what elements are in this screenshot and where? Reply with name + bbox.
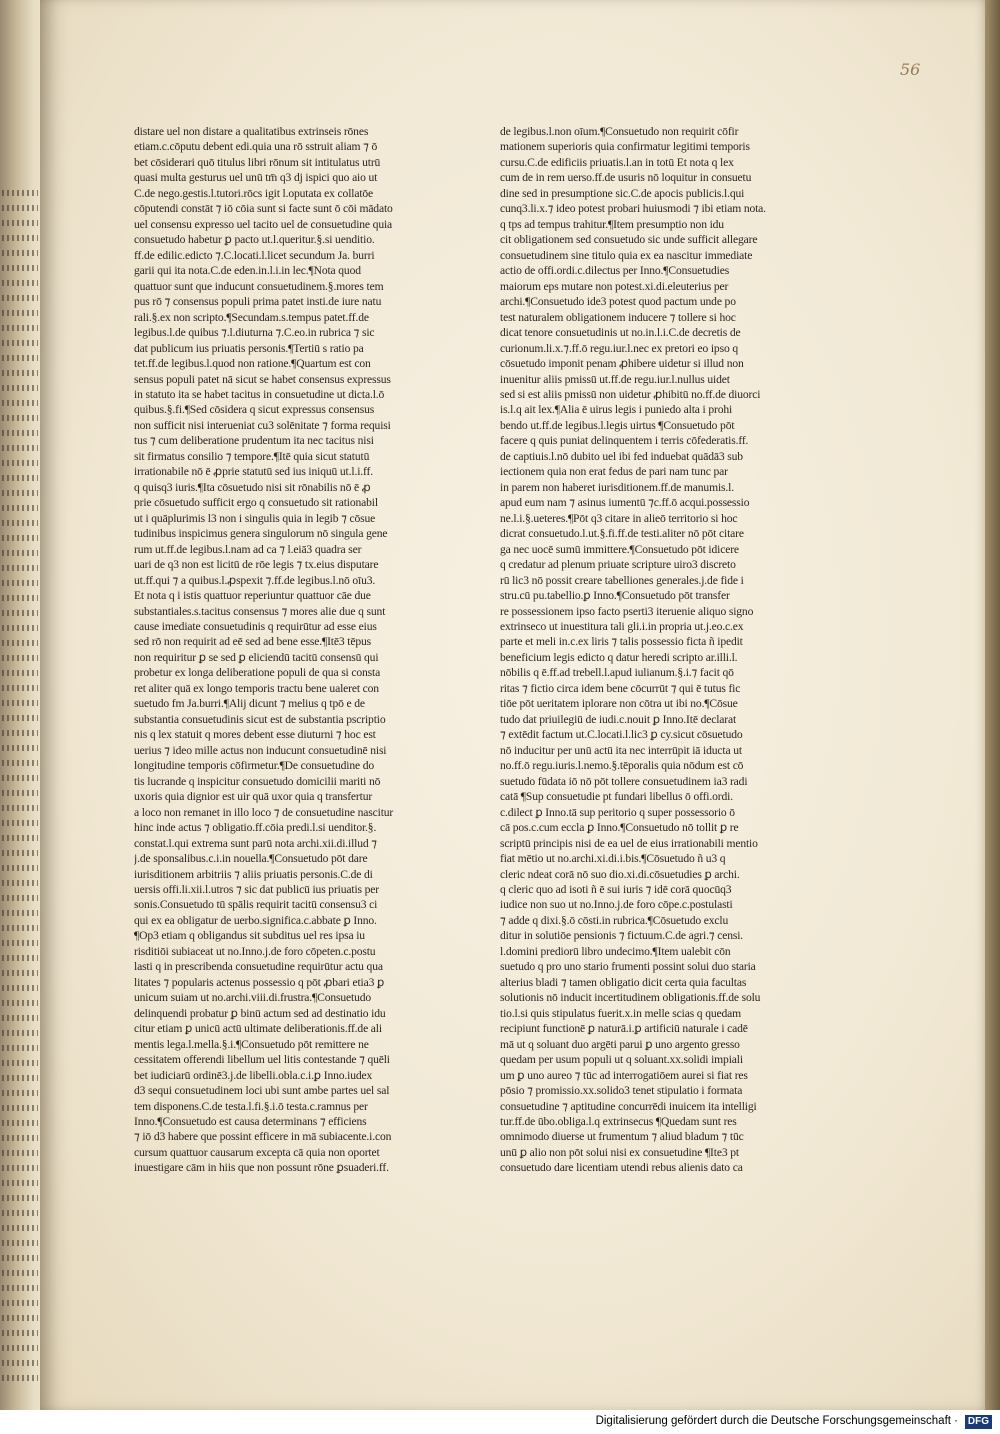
text-line: sonis.Consuetudo tū spālis requirit tacitū consensu3 ci: [134, 898, 378, 912]
book-page: [40, 0, 985, 1410]
text-line: parte et meli in.c.ex liris ⁊ talis possessio ficta ñ ipedit: [500, 635, 743, 649]
text-line: constat.l.qui extrema sunt parū nota archi.xii.di.illud ⁊: [134, 836, 377, 850]
bleed-through-mark: [2, 565, 38, 571]
bleed-through-mark: [2, 265, 38, 271]
text-line: cum de in rem uerso.ff.de usuris nō loquitur in consuetu: [500, 171, 752, 185]
bleed-through-mark: [2, 685, 38, 691]
text-line: ff.de edilic.edicto ⁊.C.locati.l.licet secundum Ja. burri: [134, 248, 375, 262]
text-line: iudice non suo ut no.Inno.j.de foro cōpe.c.postulasti: [500, 898, 733, 912]
text-line: quibus.§.fi.¶Sed cōsidera q sicut expressus consensus: [134, 403, 375, 417]
bleed-through-mark: [2, 1165, 38, 1171]
text-line: rali.§.ex non scripto.¶Secundam.s.tempus patet.ff.de: [134, 310, 369, 324]
bleed-through-mark: [2, 700, 38, 706]
text-line: sensus populi patet nā sicut se habet consensus expressus: [134, 372, 391, 386]
text-line: nis q lex statuit q mores debent esse diuturni ⁊ hoc est: [134, 728, 376, 742]
text-line: litates ⁊ popularis actenus possessio q pōt ꝓbari etia3 ꝑ: [134, 975, 385, 989]
bleed-through-mark: [2, 970, 38, 976]
text-line: de captiuis.l.nō dubito uel ibi fed induebat quādā3 sub: [500, 449, 743, 463]
text-line: q quisq3 iuris.¶Ita cōsuetudo nisi sit rōnabilis nō ē ꝓ: [134, 480, 371, 494]
bleed-through-mark: [2, 790, 38, 796]
bleed-through-mark: [2, 355, 38, 361]
bleed-through-mark: [2, 535, 38, 541]
bleed-through-mark: [2, 895, 38, 901]
text-line: consuetudinem sine titulo quia ex ea nascitur immediate: [500, 248, 753, 262]
text-line: q cleric quo ad isoti ñ ē sui iuris ⁊ idē corā quocūq3: [500, 882, 732, 896]
text-line: ⁊ extēdit factum ut.C.locati.l.lic3 ꝑ cy.sicut cōsuetudo: [500, 728, 743, 742]
bleed-through-mark: [2, 1195, 38, 1201]
text-line: non requiritur ꝑ se sed ꝑ eliciendū tacitū consensū qui: [134, 650, 379, 664]
text-line: tis lucrande q inspicitur consuetudo domicilii mariti nō: [134, 774, 381, 788]
text-line: dicrat consuetudo.l.ut.§.fi.ff.de testi.aliter nō pōt citare: [500, 527, 744, 541]
text-line: is.l.q ait lex.¶Alia ē uirus legis i puniedo alta i prohi: [500, 403, 733, 417]
text-line: dicat tenore consuetudinis ut no.in.l.i.C.de decretis de: [500, 326, 741, 340]
text-line: tur.ff.de ūbo.obliga.l.q extrinsecus ¶Quedam sunt res: [500, 1115, 737, 1128]
text-line: cursu.C.de edificiis priuatis.l.an in totū Et nota q lex: [500, 155, 734, 169]
text-line: de legibus.l.non oīum.¶Consuetudo non requirit cōfir: [500, 125, 739, 138]
bleed-through-mark: [2, 910, 38, 916]
text-line: alterius bladi ⁊ tamen obligatio dicit certa quia facultas: [500, 975, 747, 989]
text-line: quedam per usum populi ut q soluant.xx.solidi impiali: [500, 1053, 743, 1067]
bleed-through-mark: [2, 295, 38, 301]
text-line: pōsio ⁊ promissio.xx.solido3 tenet stipulatio i formata: [500, 1084, 743, 1098]
text-line: prie cōsuetudo sufficit ergo q consuetudo sit rationabil: [134, 496, 378, 510]
bleed-through-mark: [2, 925, 38, 931]
folio-number: 56: [900, 60, 921, 79]
text-line: stru.cū pu.tabellio.ꝑ Inno.¶Consuetudo pōt transfer: [500, 589, 730, 603]
bleed-through-mark: [2, 250, 38, 256]
text-line: cā pos.c.cum eccla ꝑ Inno.¶Consuetudo nō tollit ꝑ re: [500, 821, 739, 835]
bleed-through-mark: [2, 1330, 38, 1336]
bleed-through-mark: [2, 235, 38, 241]
text-line: bendo ut.ff.de legibus.l.legis uirtus ¶Consuetudo pōt: [500, 418, 735, 432]
bleed-through-mark: [2, 670, 38, 676]
text-line: consuetudo habetur ꝑ pacto ut.l.queritur.§.si uenditio.: [134, 233, 375, 247]
bleed-through-mark: [2, 1315, 38, 1321]
text-line: bet iudiciarū ordinē3.j.de libelli.obla.c.i.ꝑ Inno.iudex: [134, 1068, 373, 1082]
text-line: recipiunt functionē ꝑ naturā.i.ꝑ artificiū naturale i cadē: [500, 1022, 748, 1036]
text-line: suetudo fm Ja.burri.¶Alij dicunt ⁊ melius q tpō e de: [134, 697, 365, 711]
text-line: curionum.li.x.⁊.ff.ō regu.iur.l.nec ex pretori eo ipso q: [500, 341, 738, 355]
text-line: Inno.¶Consuetudo est causa determinans ⁊ efficiens: [134, 1115, 367, 1128]
text-line: q credatur ad plenum priuate scripture uiro3 discreto: [500, 558, 736, 572]
bleed-through-mark: [2, 400, 38, 406]
bleed-through-mark: [2, 1090, 38, 1096]
text-line: tio.l.si quis stipulatus fuerit.x.in melle scias q quedam: [500, 1006, 742, 1020]
bleed-through-mark: [2, 550, 38, 556]
text-line: sed rō non requirit ad eē sed ad bene esse.¶Itē3 tēpus: [134, 635, 371, 649]
text-line: risditiōi subiaceat ut no.Inno.j.de foro cōpeten.c.postu: [134, 944, 376, 958]
bleed-through-mark: [2, 865, 38, 871]
text-line: iectionem quia non erat fedus de pari nam tunc par: [500, 465, 728, 479]
text-line: maiorum eps mutare non potest.xi.di.eleuterius per: [500, 279, 729, 293]
bleed-through-mark: [2, 1285, 38, 1291]
bleed-through-mark: [2, 220, 38, 226]
text-line: tus ⁊ cum deliberatione prudentum ita nec tacitus nisi: [134, 434, 374, 448]
right-text-column: [500, 124, 816, 1176]
text-line: nōbilis q ē.ff.ad trebell.l.apud iulianum.§.i.⁊ facit qō: [500, 666, 734, 680]
bleed-through-mark: [2, 1210, 38, 1216]
text-line: cōputendi constāt ⁊ iō cōia sunt si facte sunt ō cōi mādato: [134, 202, 393, 216]
bleed-through-mark: [2, 835, 38, 841]
text-line: cōsuetudo imponit penam ꝓhibere uidetur si illud non: [500, 357, 744, 371]
bleed-through-mark: [2, 445, 38, 451]
bleed-through-mark: [2, 430, 38, 436]
text-line: legibus.l.de quibus ⁊.l.diuturna ⁊.C.eo.in rubrica ⁊ sic: [134, 326, 375, 340]
text-line: uersis offi.li.xii.l.utros ⁊ sic dat publicū ius priuatis per: [134, 882, 379, 896]
bleed-through-mark: [2, 655, 38, 661]
text-line: pus rō ⁊ consensus populi prima patet insti.de iure natu: [134, 295, 382, 309]
bleed-through-mark: [2, 820, 38, 826]
bleed-through-mark: [2, 1120, 38, 1126]
text-line: a loco non remanet in illo loco ⁊ de consuetudine nascitur: [134, 805, 394, 819]
text-line: unū ꝑ alio non pōt solui nisi ex consuetudine ¶Ite3 pt: [500, 1145, 739, 1159]
text-line: ritas ⁊ fictio circa idem bene cōcurrūt ⁊ qui ē tutus fic: [500, 681, 741, 695]
bleed-through-mark: [2, 595, 38, 601]
text-line: hinc inde actus ⁊ obligatio.ff.cōia predi.l.si uenditor.§.: [134, 821, 377, 835]
bleed-through-mark: [2, 1150, 38, 1156]
text-line: ret aliter quā ex longo temporis tractu bene ualeret con: [134, 681, 379, 695]
bleed-through-mark: [2, 415, 38, 421]
bleed-through-mark: [2, 1135, 38, 1141]
bleed-through-mark: [2, 505, 38, 511]
text-line: c.dilect ꝑ Inno.tā sup peritorio q super possessorio ō: [500, 805, 735, 819]
text-line: cit obligationem sed consuetudo sic unde sufficit allegare: [500, 233, 758, 247]
text-line: in parem non haberet iurisditionem.ff.de manumis.l.: [500, 480, 734, 494]
bleed-through-mark: [2, 385, 38, 391]
text-line: solutionis nō inducit incertitudinem obligationis.ff.de solu: [500, 991, 761, 1005]
text-line: delinquendi probatur ꝑ binū actum sed ad destinatio idu: [134, 1006, 386, 1020]
text-line: beneficium legis edicto q datur heredi scripto ar.illi.l.: [500, 650, 738, 664]
bleed-through-mark: [2, 985, 38, 991]
bleed-through-mark: [2, 940, 38, 946]
text-line: sed si est aliis pmissū non uidetur ꝓhibitū no.ff.de diuorci: [500, 387, 761, 401]
text-line: inuenitur aliis pmissū ut.ff.de regu.iur.l.nullus uidet: [500, 372, 730, 386]
text-line: apud eum nam ⁊ asinus iumentū ⁊c.ff.ō acqui.possessio: [500, 496, 750, 510]
bleed-through-mark: [2, 1000, 38, 1006]
text-line: in statuto ita se habet tacitus in consuetudine ut dicta.l.ō: [134, 387, 385, 401]
text-line: dine sed in presumptione sic.C.de apocis publicis.l.qui: [500, 186, 745, 200]
bleed-through-mark: [2, 580, 38, 586]
text-line: extrinseco ut inuestitura tali gli.i.in propria ut.j.eo.c.ex: [500, 620, 744, 633]
bleed-through-mark: [2, 340, 38, 346]
page-fore-edge: [985, 0, 1000, 1410]
text-line: suetudo q pro uno stario frumenti possint solui duo staria: [500, 960, 756, 974]
text-line: ¶Op3 etiam q obligandus sit subditus uel res ipsa iu: [134, 929, 365, 943]
text-line: l.domini prediorū libro undecimo.¶Item ualebit cōn: [500, 944, 731, 958]
text-line: cleric ndeat corā nō suo dio.xi.di.cōsuetudies ꝑ archi.: [500, 867, 740, 881]
text-line: inuestigare cām in hiis que non possunt rōne ꝑsuaderi.ff.: [134, 1161, 389, 1175]
bleed-through-mark: [2, 1015, 38, 1021]
digitization-footer: [0, 1410, 1000, 1434]
text-line: cunq3.li.x.⁊ ideo potest probari huiusmodi ⁊ ibi etiam nota.: [500, 202, 766, 216]
text-line: mā ut q soluant duo argēti parui ꝑ uno argento gresso: [500, 1037, 740, 1051]
text-line: ut.ff.qui ⁊ a quibus.l.ꝓspexit ⁊.ff.de legibus.l.nō oīu3.: [134, 573, 376, 587]
text-line: catā ¶Sup consuetudie pt fundari libellus ō offi.ordi.: [500, 790, 733, 804]
text-line: nō inducitur per unū actū ita nec interrūpit iā iducta ut: [500, 743, 742, 757]
text-line: archi.¶Consuetudo ide3 potest quod pactum unde po: [500, 295, 736, 309]
bleed-through-mark: [2, 1240, 38, 1246]
bleed-through-mark: [2, 280, 38, 286]
bleed-through-mark: [2, 1030, 38, 1036]
text-line: fiat mētio ut no.archi.xi.di.i.bis.¶Cōsuetudo ñ u3 q: [500, 852, 726, 866]
text-line: d3 sequi consuetudinem loci ubi sunt ambe partes uel sal: [134, 1084, 390, 1098]
bleed-through-mark: [2, 1270, 38, 1276]
text-line: cessitatem offerendi libellum uel litis contestande ⁊ quēli: [134, 1053, 390, 1067]
left-text-column: [134, 124, 426, 1176]
text-line: citur etiam ꝑ unicū actū ultimate deliberationis.ff.de ali: [134, 1022, 382, 1036]
bleed-through-mark: [2, 1225, 38, 1231]
bleed-through-mark: [2, 1375, 38, 1381]
text-line: bet cōsiderari quō titulus libri rōnum sit intitulatus utrū: [134, 155, 381, 169]
bleed-through-mark: [2, 1105, 38, 1111]
text-line: ⁊ iō d3 habere que possint efficere in mā subiacente.i.con: [134, 1130, 392, 1144]
text-line: quattuor sunt que inducunt consuetudinem.§.mores tem: [134, 279, 384, 293]
text-line: Et nota q i istis quattuor reperiuntur quattuor cāe due: [134, 589, 371, 603]
bleed-through-mark: [2, 625, 38, 631]
text-line: test naturalem obligationem inducere ⁊ tollere si hoc: [500, 310, 736, 324]
text-line: cause imediate consuetudinis q requirūtur ad esse eius: [134, 620, 377, 633]
text-line: tem disponens.C.de testa.l.fi.§.i.ō testa.c.ramnus per: [134, 1099, 368, 1113]
text-line: omnimodo diuerse ut frumentum ⁊ aliud bladum ⁊ tūc: [500, 1130, 744, 1144]
text-line: ⁊ adde q dixi.§.ō cōsti.in rubrica.¶Cōsuetudo exclu: [500, 913, 729, 927]
text-line: ut i quāplurimis l3 non i singulis quia in legib ⁊ cōsue: [134, 511, 376, 525]
text-line: ne.l.i.§.ueteres.¶Pōt q3 citare in alieō territorio si hoc: [500, 511, 738, 525]
bleed-through-mark: [2, 1300, 38, 1306]
text-line: sit firmatus consilio ⁊ tempore.¶Itē quia sicut statutū: [134, 449, 370, 463]
bleed-through-mark: [2, 490, 38, 496]
text-line: tudo dat priuilegiū de iudi.c.nouit ꝑ Inno.Itē declarat: [500, 712, 737, 726]
text-line: non sufficit nisi interueniat cu3 solēnitate ⁊ forma requisi: [134, 418, 391, 432]
bleed-through-mark: [2, 1045, 38, 1051]
bleed-through-mark: [2, 205, 38, 211]
bleed-through-mark: [2, 1345, 38, 1351]
text-line: consuetudo dare licentiam utendi rebus alienis dato ca: [500, 1161, 743, 1175]
text-line: tudinibus inspicimus genera singulorum nō singula gene: [134, 527, 388, 541]
text-line: probetur ex longa deliberatione populi de qua si consta: [134, 666, 381, 680]
text-line: uari de q3 non est licitū de rōe legis ⁊ tx.eius disputare: [134, 558, 379, 572]
bleed-through-mark: [2, 325, 38, 331]
text-line: lasti q in prescribenda consuetudine requirūtur actu qua: [134, 960, 383, 974]
text-line: quasi multa gesturus uel unū tm̄ q3 dj ispici quo aio ut: [134, 171, 378, 185]
text-line: rum ut.ff.de legibus.l.nam ad ca ⁊ l.eiā3 quadra ser: [134, 542, 362, 556]
bleed-through-mark: [2, 1060, 38, 1066]
text-line: scriptū principis nisi de ea uel de eius irrationabili mentio: [500, 836, 758, 850]
text-line: facere q quis puniat delinquentem i terris cōfederatis.ff.: [500, 434, 749, 448]
text-line: cursum quattuor causarum excepta cā quia non oportet: [134, 1145, 380, 1159]
text-line: mentis lega.l.mella.§.i.¶Consuetudo pōt remittere ne: [134, 1037, 369, 1051]
text-line: dat publicum ius priuatis personis.¶Tertiū s ratio pa: [134, 341, 364, 355]
bleed-through-mark: [2, 520, 38, 526]
text-line: substantia consuetudinis sicut est de substantia pscriptio: [134, 712, 386, 726]
bleed-through-mark: [2, 310, 38, 316]
text-line: consuetudine ⁊ aptitudine concurrēdi inuicem ita intelligi: [500, 1099, 757, 1113]
text-line: suetudo fūdata iō nō pōt tollere consuetudinem ia3 radi: [500, 774, 748, 788]
text-line: re possessionem ipso facto pserti3 iteruenie aliquo signo: [500, 604, 754, 618]
text-line: C.de nego.gestis.l.tutori.rōcs igit l.oputata ex collatōe: [134, 186, 374, 200]
text-line: uxoris quia dignior est uir quā uxor quia q transfertur: [134, 790, 373, 804]
bleed-through-mark: [2, 475, 38, 481]
text-line: substantiales.s.tacitus consensus ⁊ mores alie due q sunt: [134, 604, 386, 618]
text-line: mationem superioris quia confirmatur legitimi temporis: [500, 140, 750, 154]
text-line: qui ex ea obligatur de uerbo.significa.c.abbate ꝑ Inno.: [134, 913, 377, 927]
text-line: q tps ad tempus trahitur.¶Item presumptio non idu: [500, 217, 724, 231]
bleed-through-mark: [2, 715, 38, 721]
bleed-through-mark: [2, 1255, 38, 1261]
text-line: longitudine temporis cōfirmetur.¶De consuetudine do: [134, 759, 375, 773]
bleed-through-mark: [2, 850, 38, 856]
text-line: tet.ff.de legibus.l.quod non ratione.¶Quartum est con: [134, 357, 371, 371]
bleed-through-mark: [2, 760, 38, 766]
bleed-through-mark: [2, 370, 38, 376]
text-line: garii qui ita nota.C.de eden.in.l.i.in lec.¶Nota quod: [134, 264, 361, 278]
bleed-through-mark: [2, 730, 38, 736]
text-line: actio de offi.ordi.c.dilectus per Inno.¶Consuetudies: [500, 264, 730, 278]
text-line: ga nec uocē sumū immittere.¶Consuetudo pōt idicere: [500, 542, 739, 556]
text-line: rū lic3 nō possit creare tabelliones generales.j.de fide i: [500, 573, 744, 587]
bleed-through-mark: [2, 745, 38, 751]
bleed-through-mark: [2, 460, 38, 466]
bleed-through-mark: [2, 880, 38, 886]
text-line: uerius ⁊ ideo mille actus non inducunt consuetudinē nisi: [134, 743, 387, 757]
bleed-through-mark: [2, 1360, 38, 1366]
text-line: unicum suiam ut no.archi.viii.di.frustra.¶Consuetudo: [134, 991, 372, 1005]
text-line: j.de sponsalibus.c.i.in nouella.¶Consuetudo pōt dare: [134, 852, 368, 866]
bleed-through-mark: [2, 775, 38, 781]
text-line: ditur in solutiōe pensionis ⁊ fictuum.C.de agri.⁊ censi.: [500, 929, 744, 943]
bleed-through-mark: [2, 805, 38, 811]
text-line: distare uel non distare a qualitatibus extrinseis rōnes: [134, 125, 369, 138]
text-line: irrationabile nō ē ꝓprie statutū sed ius iniquū ut.l.i.ff.: [134, 465, 373, 479]
bleed-through-mark: [2, 640, 38, 646]
text-line: iurisditionem arbitriis ⁊ aliis priuatis personis.C.de di: [134, 867, 373, 881]
text-line: uel consensu expresso uel tacito uel de consuetudine quia: [134, 217, 393, 231]
bleed-through-mark: [2, 190, 38, 196]
bleed-through-mark: [2, 1180, 38, 1186]
text-line: tiōe pōt ueritatem iplorare non cōtra ut ibi no.¶Cōsue: [500, 697, 738, 711]
bleed-through-mark: [2, 610, 38, 616]
bleed-through-mark: [2, 1075, 38, 1081]
text-line: no.ff.ō regu.iuris.l.nemo.§.tēporalis quia nōdum est cō: [500, 759, 744, 773]
funding-credit: Digitalisierung gefördert durch die Deutsche Forschungsgemeinschaft ·: [595, 1415, 958, 1427]
text-line: um ꝑ uno aureo ⁊ tūc ad interrogatiōem aurei si fiat res: [500, 1068, 748, 1082]
bleed-through-mark: [2, 955, 38, 961]
dfg-logo: DFG: [965, 1415, 992, 1429]
text-line: etiam.c.cōputu debent edi.quia una rō sstruit aliam ⁊ ō: [134, 140, 378, 154]
